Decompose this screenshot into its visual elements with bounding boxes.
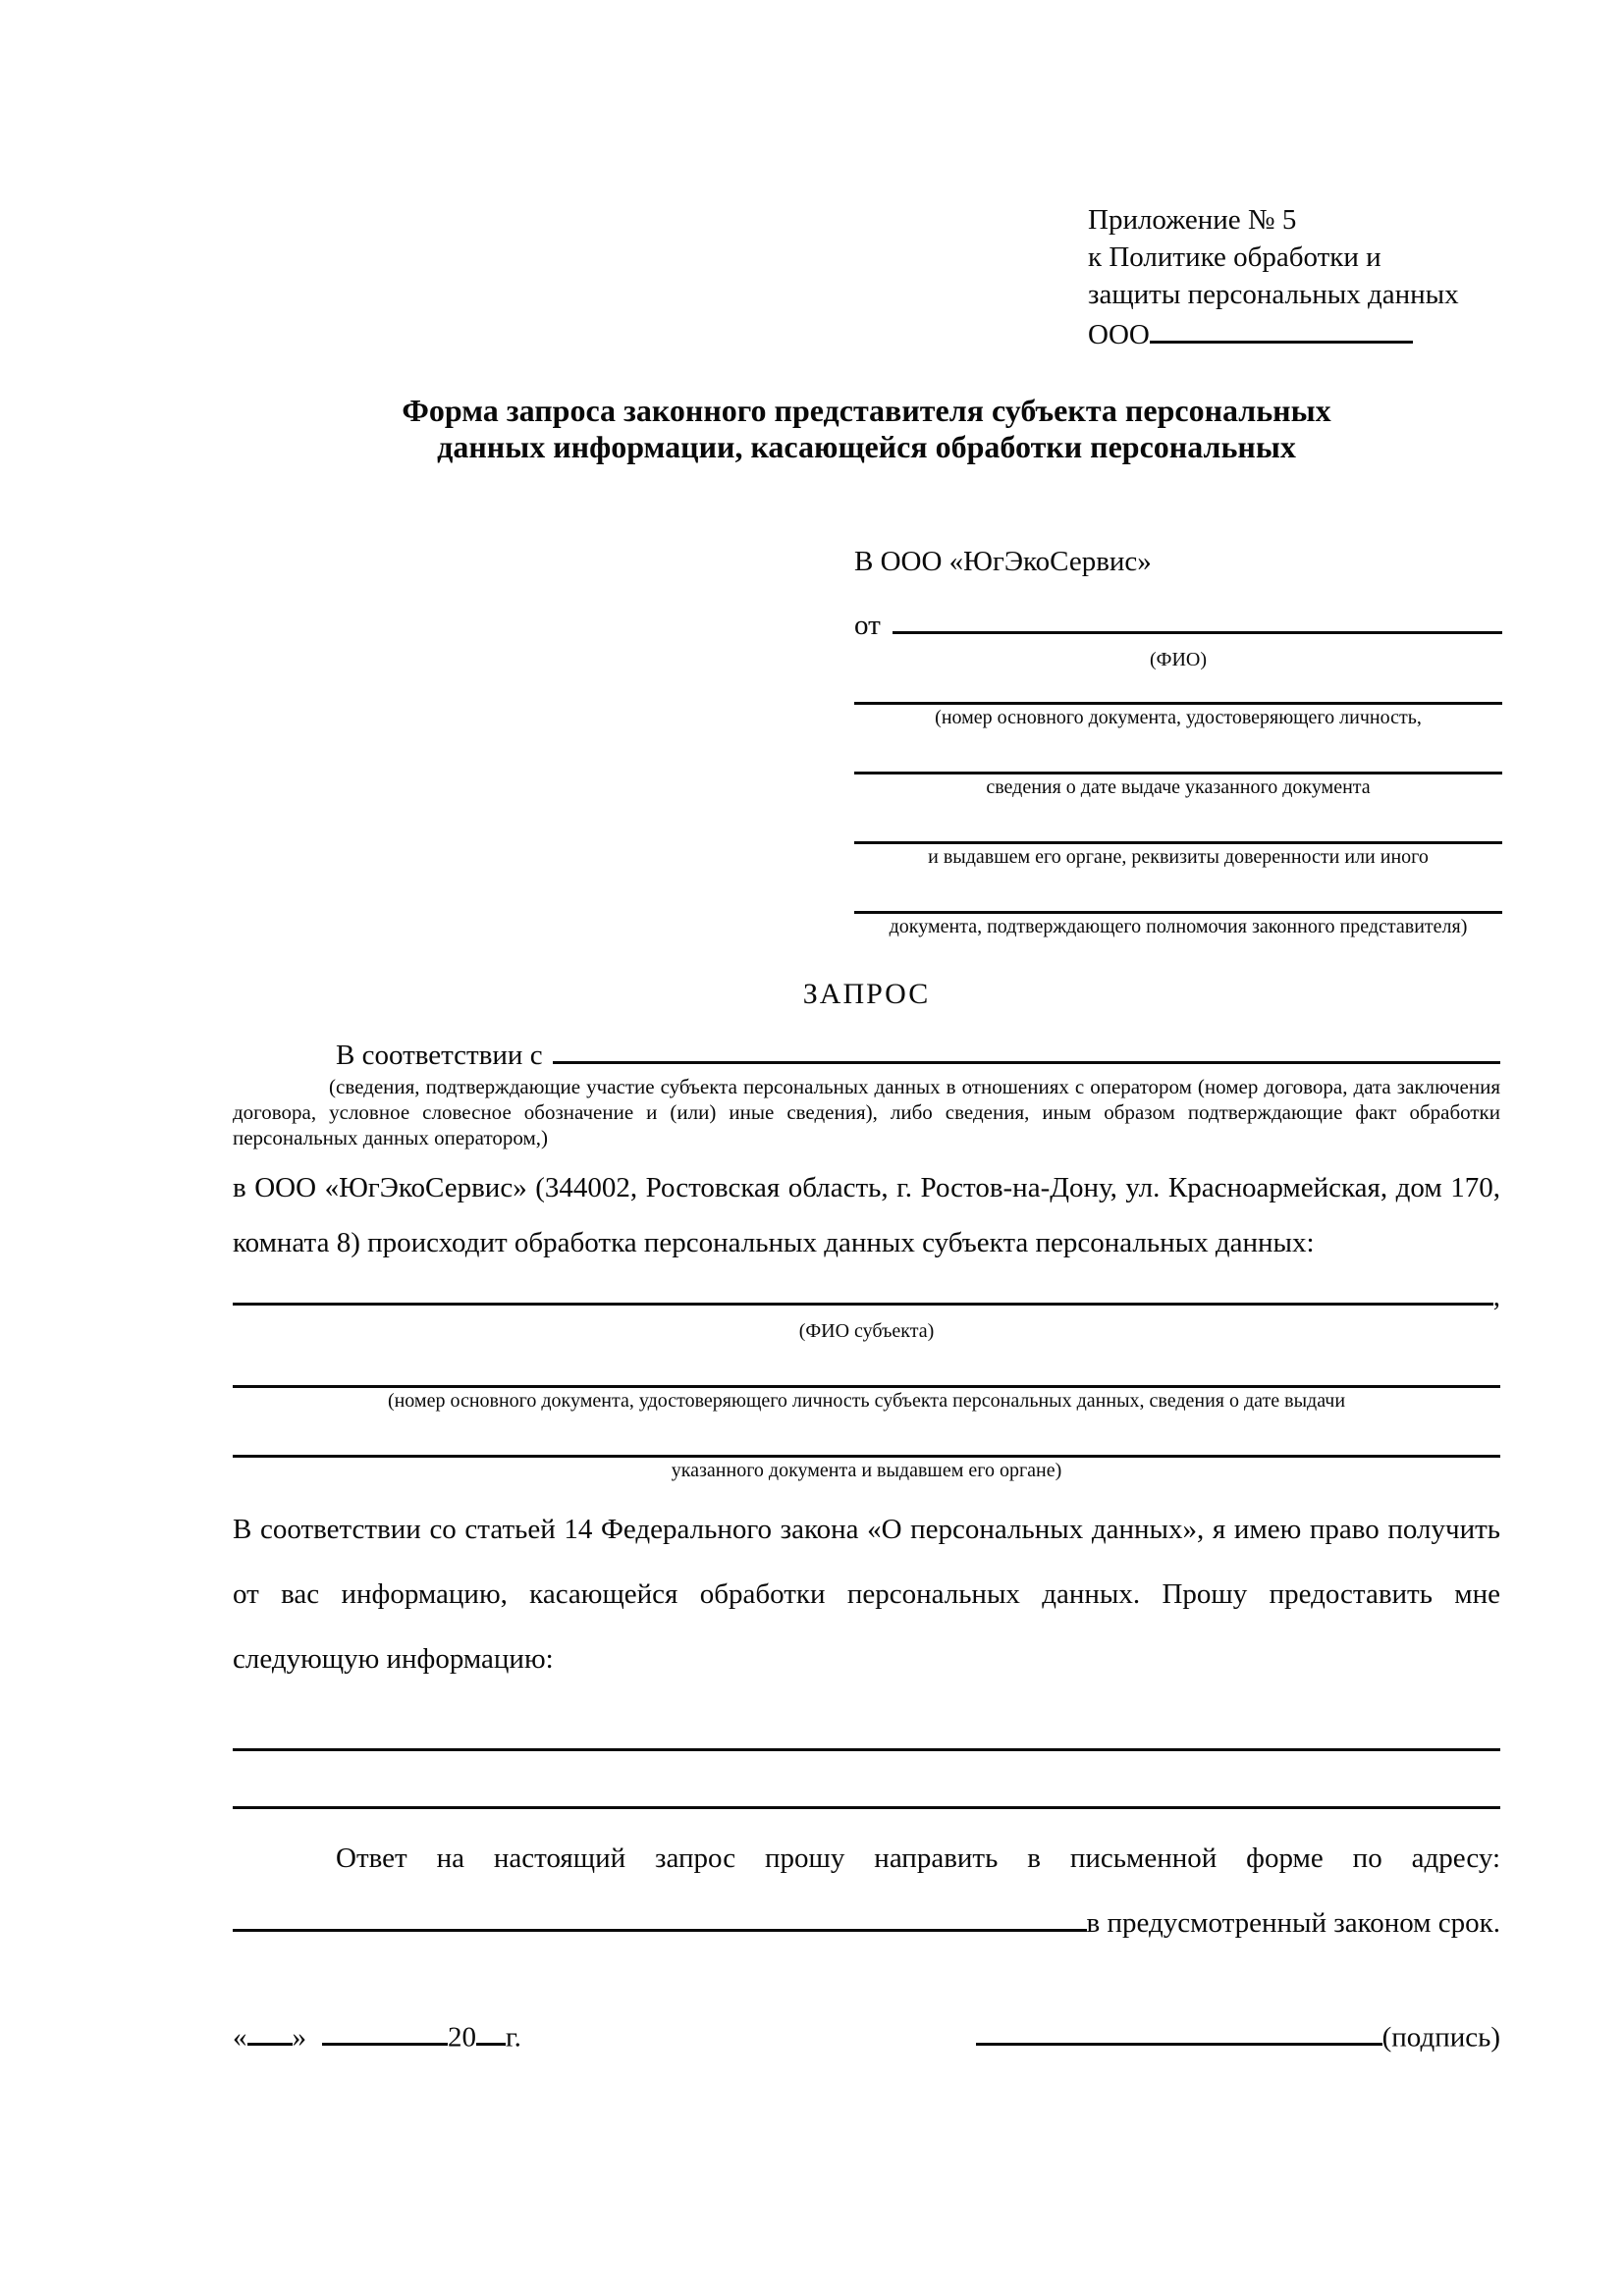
accordance-caption: (сведения, подтверждающие участие субъекта персональных данных в отношениях с оператором (номер договора, дата заключения договора, условное словесное обозначение и (или) иные сведения), либо сведения, иным образом подтверждающие факт обработки персональных данных оператором,)	[233, 1074, 1500, 1149]
signature-group	[976, 2016, 1500, 2056]
subject-doc-caption: (номер основного документа, удостоверяющего личность субъекта персональных данных, сведения о дате выдачи	[387, 1390, 1346, 1413]
representative-doc-caption: и выдавшем его органе, реквизиты доверенности или иного	[928, 846, 1429, 869]
subject-doc-caption: указанного документа и выдавшем его органе)	[671, 1460, 1062, 1482]
company-prefix: ООО	[1088, 318, 1150, 350]
appendix-line: защиты персональных данных	[1088, 279, 1459, 310]
appendix-block	[1088, 201, 1494, 353]
accordance-label: В соответствии с	[336, 1039, 543, 1071]
subject-name-row	[233, 1276, 1500, 1314]
information-blank-line	[233, 1806, 1500, 1809]
year-suffix: г.	[506, 2021, 521, 2054]
addressee-block	[854, 544, 1502, 940]
answer-tail: в предусмотренный законом срок.	[1086, 1906, 1500, 1939]
accordance-row	[233, 1034, 1500, 1074]
signature-caption: (подпись)	[1381, 2021, 1500, 2054]
information-blank-line	[233, 1748, 1500, 1751]
fio-caption: (ФИО)	[1149, 649, 1207, 671]
company-name-blank	[1150, 313, 1413, 344]
form-title-line2: данных информации, касающейся обработки персональных	[437, 428, 1296, 464]
footer-row	[233, 2016, 1500, 2056]
signature-blank	[976, 2016, 1382, 2047]
from-label: от	[854, 610, 881, 642]
law-paragraph: В соответствии со статьей 14 Федерального закона «О персональных данных», я имею право получить от вас информацию, касающейся обработки персональных данных. Прошу предоставить мне следующую информацию:	[233, 1514, 1500, 1676]
accordance-blank	[553, 1034, 1500, 1064]
form-title	[233, 393, 1500, 465]
address-blank	[233, 1901, 1087, 1932]
form-title-line1: Форма запроса законного представителя субъекта персональных	[402, 392, 1331, 428]
representative-doc-caption: документа, подтверждающего полномочия законного представителя)	[889, 916, 1468, 938]
date-group	[233, 2016, 521, 2056]
representative-doc-caption: (номер основного документа, удостоверяющего личность,	[935, 707, 1422, 729]
appendix-line: Приложение № 5	[1088, 204, 1297, 236]
from-row	[854, 605, 1502, 643]
quote-close: »	[292, 2021, 306, 2054]
request-heading: ЗАПРОС	[802, 978, 931, 1011]
subject-fio-caption: (ФИО субъекта)	[798, 1320, 935, 1343]
day-blank	[247, 2016, 293, 2047]
answer-paragraph: Ответ на настоящий запрос прошу направить в письменной форме по адресу:	[336, 1842, 1500, 1875]
appendix-line: к Политике обработки и	[1088, 241, 1381, 273]
quote-open: «	[233, 2021, 247, 2054]
page-content	[233, 0, 1500, 2055]
from-name-blank	[893, 605, 1502, 635]
operator-paragraph: в ООО «ЮгЭкоСервис» (344002, Ростовская область, г. Ростов-на-Дону, ул. Красноармейская, дом 170, комната 8) происходит обработка персональных данных субъекта персональных данных:	[233, 1171, 1500, 1258]
trailing-comma: ,	[1492, 1281, 1500, 1313]
year-blank	[476, 2016, 506, 2047]
month-blank	[322, 2016, 448, 2047]
answer-address-row	[233, 1901, 1500, 1942]
appendix-company-line	[1088, 313, 1494, 353]
representative-doc-caption: сведения о дате выдаче указанного документа	[986, 776, 1371, 799]
addressee-to: В ООО «ЮгЭкоСервис»	[854, 545, 1152, 577]
year-prefix: 20	[448, 2021, 476, 2054]
subject-name-blank	[233, 1276, 1493, 1307]
